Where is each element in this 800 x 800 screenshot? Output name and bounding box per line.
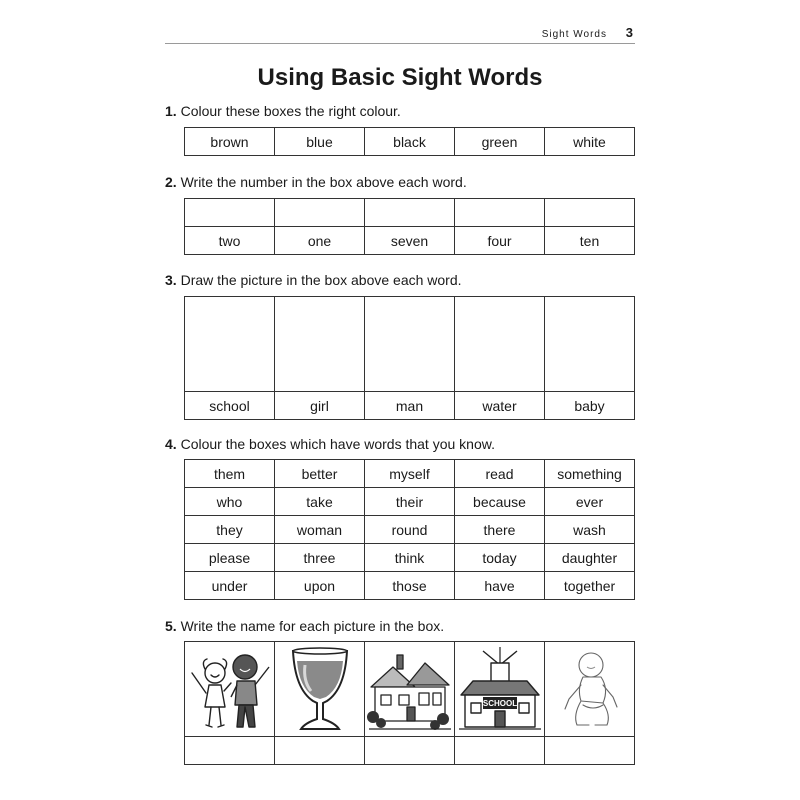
school-illustration — [457, 645, 543, 733]
table-row — [185, 642, 635, 737]
word-cell[interactable]: better — [275, 460, 365, 488]
table-row — [185, 227, 635, 255]
word-cell[interactable]: have — [455, 572, 545, 600]
word-cell: ten — [545, 227, 635, 255]
table-row — [185, 488, 635, 516]
table-row — [185, 199, 635, 227]
question-number: 2. — [165, 174, 177, 190]
word-cell[interactable]: ever — [545, 488, 635, 516]
question-number: 5. — [165, 618, 177, 634]
word-cell[interactable]: blue — [275, 128, 365, 156]
word-cell[interactable]: myself — [365, 460, 455, 488]
word-cell: four — [455, 227, 545, 255]
word-cell[interactable]: who — [185, 488, 275, 516]
drawing-box[interactable] — [185, 297, 275, 392]
question-text: Write the number in the box above each word. — [180, 174, 467, 190]
word-cell[interactable]: there — [455, 516, 545, 544]
house-illustration — [367, 645, 453, 733]
drawing-box[interactable] — [455, 297, 545, 392]
header-rule — [165, 43, 635, 44]
answer-box[interactable] — [185, 737, 275, 765]
word-cell: two — [185, 227, 275, 255]
question-text: Colour the boxes which have words that you know. — [180, 436, 495, 452]
table-row — [185, 128, 635, 156]
word-cell[interactable]: them — [185, 460, 275, 488]
question-number: 1. — [165, 103, 177, 119]
word-cell[interactable]: daughter — [545, 544, 635, 572]
answer-box[interactable] — [365, 737, 455, 765]
answer-box[interactable] — [185, 199, 275, 227]
picture-cell — [365, 642, 455, 737]
word-cell[interactable]: take — [275, 488, 365, 516]
answer-box[interactable] — [455, 737, 545, 765]
water-glass-illustration — [277, 645, 363, 733]
table-row — [185, 516, 635, 544]
drawing-box[interactable] — [275, 297, 365, 392]
running-head — [165, 25, 635, 45]
drawing-box[interactable] — [365, 297, 455, 392]
word-cell: man — [365, 392, 455, 420]
table-row — [185, 297, 635, 392]
word-cell[interactable]: brown — [185, 128, 275, 156]
drawing-box[interactable] — [545, 297, 635, 392]
answer-box[interactable] — [365, 199, 455, 227]
word-cell[interactable]: think — [365, 544, 455, 572]
table-row — [185, 460, 635, 488]
table-row — [185, 544, 635, 572]
answer-box[interactable] — [275, 199, 365, 227]
word-cell: seven — [365, 227, 455, 255]
word-cell[interactable]: white — [545, 128, 635, 156]
question-3 — [165, 272, 462, 288]
question-text: Write the name for each picture in the box. — [180, 618, 445, 634]
number-words-table — [184, 198, 635, 255]
question-text: Draw the picture in the box above each word. — [180, 272, 462, 288]
answer-box[interactable] — [545, 737, 635, 765]
answer-box[interactable] — [545, 199, 635, 227]
known-words-table — [184, 459, 635, 600]
table-row — [185, 572, 635, 600]
table-row — [185, 737, 635, 765]
word-cell: baby — [545, 392, 635, 420]
word-cell[interactable]: those — [365, 572, 455, 600]
word-cell[interactable]: upon — [275, 572, 365, 600]
picture-cell — [275, 642, 365, 737]
word-cell[interactable]: read — [455, 460, 545, 488]
word-cell[interactable]: something — [545, 460, 635, 488]
picture-cell — [545, 642, 635, 737]
answer-box[interactable] — [455, 199, 545, 227]
question-5 — [165, 618, 444, 634]
question-2 — [165, 174, 467, 190]
word-cell[interactable]: under — [185, 572, 275, 600]
page-number: 3 — [625, 25, 633, 40]
draw-picture-table — [184, 296, 635, 420]
children-illustration — [187, 645, 273, 733]
word-cell[interactable]: they — [185, 516, 275, 544]
word-cell[interactable]: green — [455, 128, 545, 156]
word-cell[interactable]: woman — [275, 516, 365, 544]
colour-words-table — [184, 127, 635, 156]
word-cell: one — [275, 227, 365, 255]
question-number: 4. — [165, 436, 177, 452]
question-text: Colour these boxes the right colour. — [180, 103, 401, 119]
word-cell[interactable]: please — [185, 544, 275, 572]
question-4 — [165, 436, 495, 452]
word-cell: school — [185, 392, 275, 420]
table-row — [185, 392, 635, 420]
word-cell[interactable]: black — [365, 128, 455, 156]
word-cell[interactable]: because — [455, 488, 545, 516]
question-1 — [165, 103, 401, 119]
running-head-title: Sight Words — [541, 29, 607, 40]
answer-box[interactable] — [275, 737, 365, 765]
word-cell[interactable]: together — [545, 572, 635, 600]
picture-names-table — [184, 641, 635, 765]
picture-cell — [455, 642, 545, 737]
word-cell[interactable]: today — [455, 544, 545, 572]
picture-cell — [185, 642, 275, 737]
word-cell: water — [455, 392, 545, 420]
word-cell[interactable]: round — [365, 516, 455, 544]
baby-illustration — [547, 645, 633, 733]
page-title: Using Basic Sight Words — [257, 64, 543, 91]
word-cell[interactable]: wash — [545, 516, 635, 544]
word-cell[interactable]: three — [275, 544, 365, 572]
word-cell[interactable]: their — [365, 488, 455, 516]
word-cell: girl — [275, 392, 365, 420]
school-sign-text: SCHOOL — [482, 699, 517, 708]
question-number: 3. — [165, 272, 177, 288]
